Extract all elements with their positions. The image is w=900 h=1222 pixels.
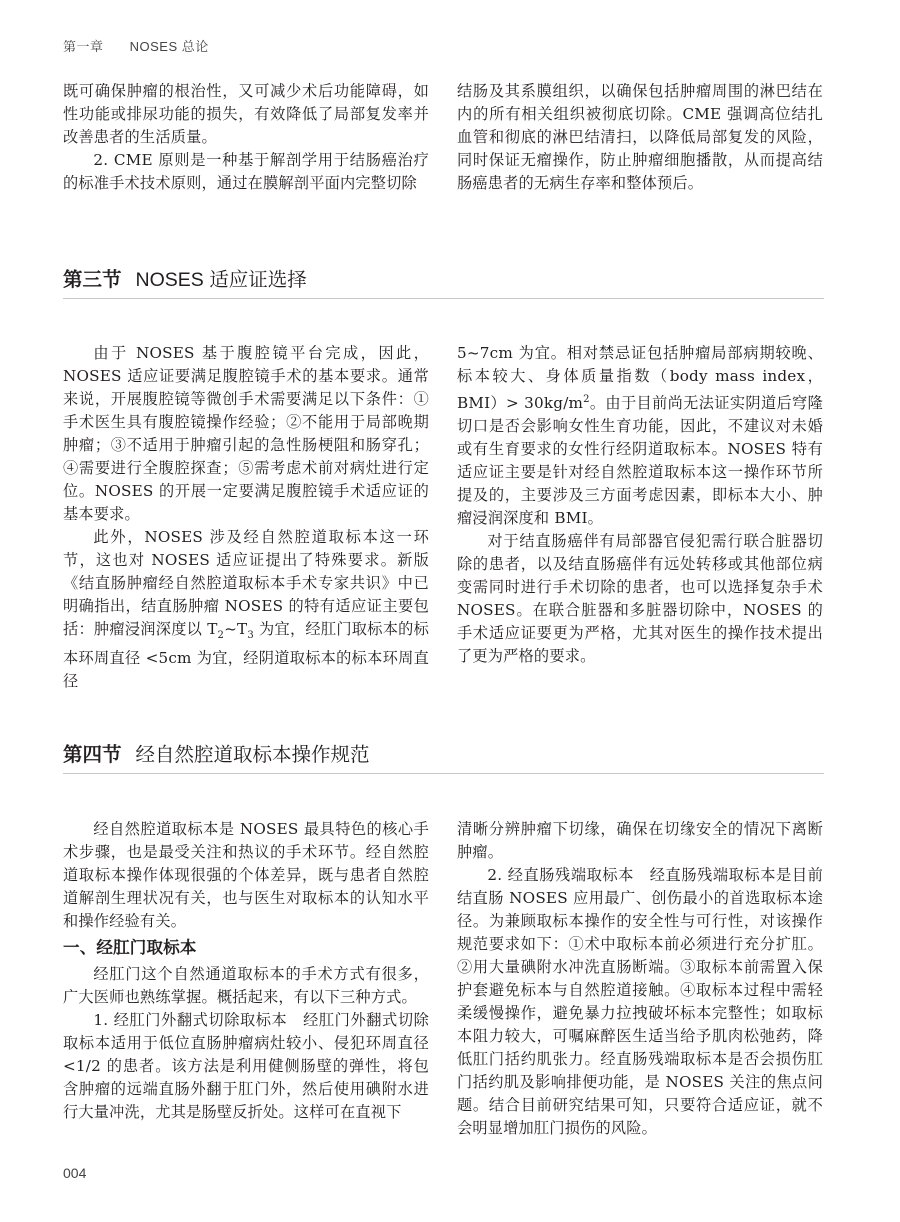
section-4-heading [63,741,824,774]
top-left-column [63,80,429,195]
section-4-left-column [63,818,429,1124]
paragraph: 由于 NOSES 基于腹腔镜平台完成，因此，NOSES 适应证要满足腹腔镜手术的基本要求。通常来说，开展腹腔镜等微创手术需要满足以下条件：①手术医生具有腹腔镜操作经验；②不能用于局部晚期肿瘤；③不适用于肿瘤引起的急性肠梗阻和肠穿孔；④需要进行全腹腔探查；⑤需考虑术前对病灶进行定位。NOSES 的开展一定要满足腹腔镜手术适应证的基本要求。 [63,344,429,523]
section-title: 经自然腔道取标本操作规范 [135,744,370,766]
section-title: NOSES 适应证选择 [135,269,307,291]
running-head [63,36,209,55]
paragraph: 既可确保肿瘤的根治性，又可减少术后功能障碍，如性功能或排尿功能的损失，有效降低了局部复发率并改善患者的生活质量。 [63,82,429,146]
paragraph: 5~7cm 为宜。相对禁忌证包括肿瘤局部病期较晚、标本较大、身体质量指数（body mass index，$BMI)> 30kg/m^2$。由于目前尚无法证实阴道后穹隆切口是否会影响女性生育功能，因此，不建议对未婚或有生育要求的女性行经阴道取标本。NOSES 特有适应证主要是针对经自然腔道取标本这一操作环节所提及的，主要涉及三方面考虑因素，即标本大小、肿瘤浸润深度和 BMI。 [457,344,823,528]
section-3-right-column [457,342,823,668]
section-3-left-column [63,342,429,693]
book-part-title: NOSES 总论 [129,39,209,54]
paragraph: 对于结直肠癌伴有局部器官侵犯需行联合脏器切除的患者，以及结直肠癌伴有远处转移或其他部位病变需同时进行手术切除的患者，也可以选择复杂手术 NOSES。在联合脏器和多脏器切除中，NOSES 的手术适应证要更为严格，尤其对医生的操作技术提出了更为严格的要求。 [457,532,823,666]
paragraph: 经肛门这个自然通道取标本的手术方式有很多，广大医师也熟练掌握。概括起来，有以下三种方式。 [63,965,429,1006]
paragraph: 经自然腔道取标本是 NOSES 最具特色的核心手术步骤，也是最受关注和热议的手术环节。经自然腔道取标本操作体现很强的个体差异，既与患者自然腔道解剖生理状况有关，也与医生对取标本的认知水平和操作经验有关。 [63,820,429,930]
section-4-right-column [457,818,823,1140]
paragraph: 清晰分辨肿瘤下切缘，确保在切缘安全的情况下离断肿瘤。 [457,820,823,861]
paragraph: 2. 经直肠残端取标本 经直肠残端取标本是目前结直肠 NOSES 应用最广、创伤最小的首选取标本途径。为兼顾取标本操作的安全性与可行性，对该操作规范要求如下：①术中取标本前必须进行充分扩肛。②用大量碘附水冲洗直肠断端。③取标本前需置入保护套避免标本与自然腔道接触。④取标本过程中需轻柔缓慢操作，避免暴力拉拽破坏标本完整性；如取标本阻力较大，可嘱麻醉医生适当给予肌肉松弛药，降低肛门括约肌张力。经直肠残端取标本是否会损伤肛门括约肌及影响排便功能，是 NOSES 关注的焦点问题。结合目前研究结果可知，只要符合适应证，就不会明显增加肛门损伤的风险。 [457,866,823,1137]
subsection-heading: 一、经肛门取标本 [63,939,197,957]
paragraph: 2. CME 原则是一种基于解剖学用于结肠癌治疗的标准手术技术原则，通过在膜解剖平面内完整切除 [63,151,429,192]
top-right-column [457,80,823,195]
paragraph: 结肠及其系膜组织，以确保包括肿瘤周围的淋巴结在内的所有相关组织被彻底切除。CME 强调高位结扎血管和彻底的淋巴结清扫，以降低局部复发的风险，同时保证无瘤操作，防止肿瘤细胞播散，从而提高结肠癌患者的无病生存率和整体预后。 [457,82,823,192]
paragraph: 此外，NOSES 涉及经自然腔道取标本这一环节，这也对 NOSES 适应证提出了特殊要求。新版《结直肠肿瘤经自然腔道取标本手术专家共识》中已明确指出，结直肠肿瘤 NOSES 的特有适应证主要包括：肿瘤浸润深度以 $T_2\sim T_3$ 为宜，经肛门取标本的标本环周直径 <5cm 为宜，经阴道取标本的标本环周直径 [63,528,429,691]
section-3-heading [63,266,824,299]
page-number: 004 [63,1165,87,1181]
section-number: 第三节 [63,269,122,291]
chapter-label: 第一章 [63,39,104,54]
paragraph: 1. 经肛门外翻式切除取标本 经肛门外翻式切除取标本适用于低位直肠肿瘤病灶较小、侵犯环周直径 <1/2 的患者。该方法是利用健侧肠壁的弹性，将包含肿瘤的远端直肠外翻于肛门外，然后使用碘附水进行大量冲洗，尤其是肠壁反折处。这样可在直视下 [63,1011,429,1121]
section-number: 第四节 [63,744,122,766]
